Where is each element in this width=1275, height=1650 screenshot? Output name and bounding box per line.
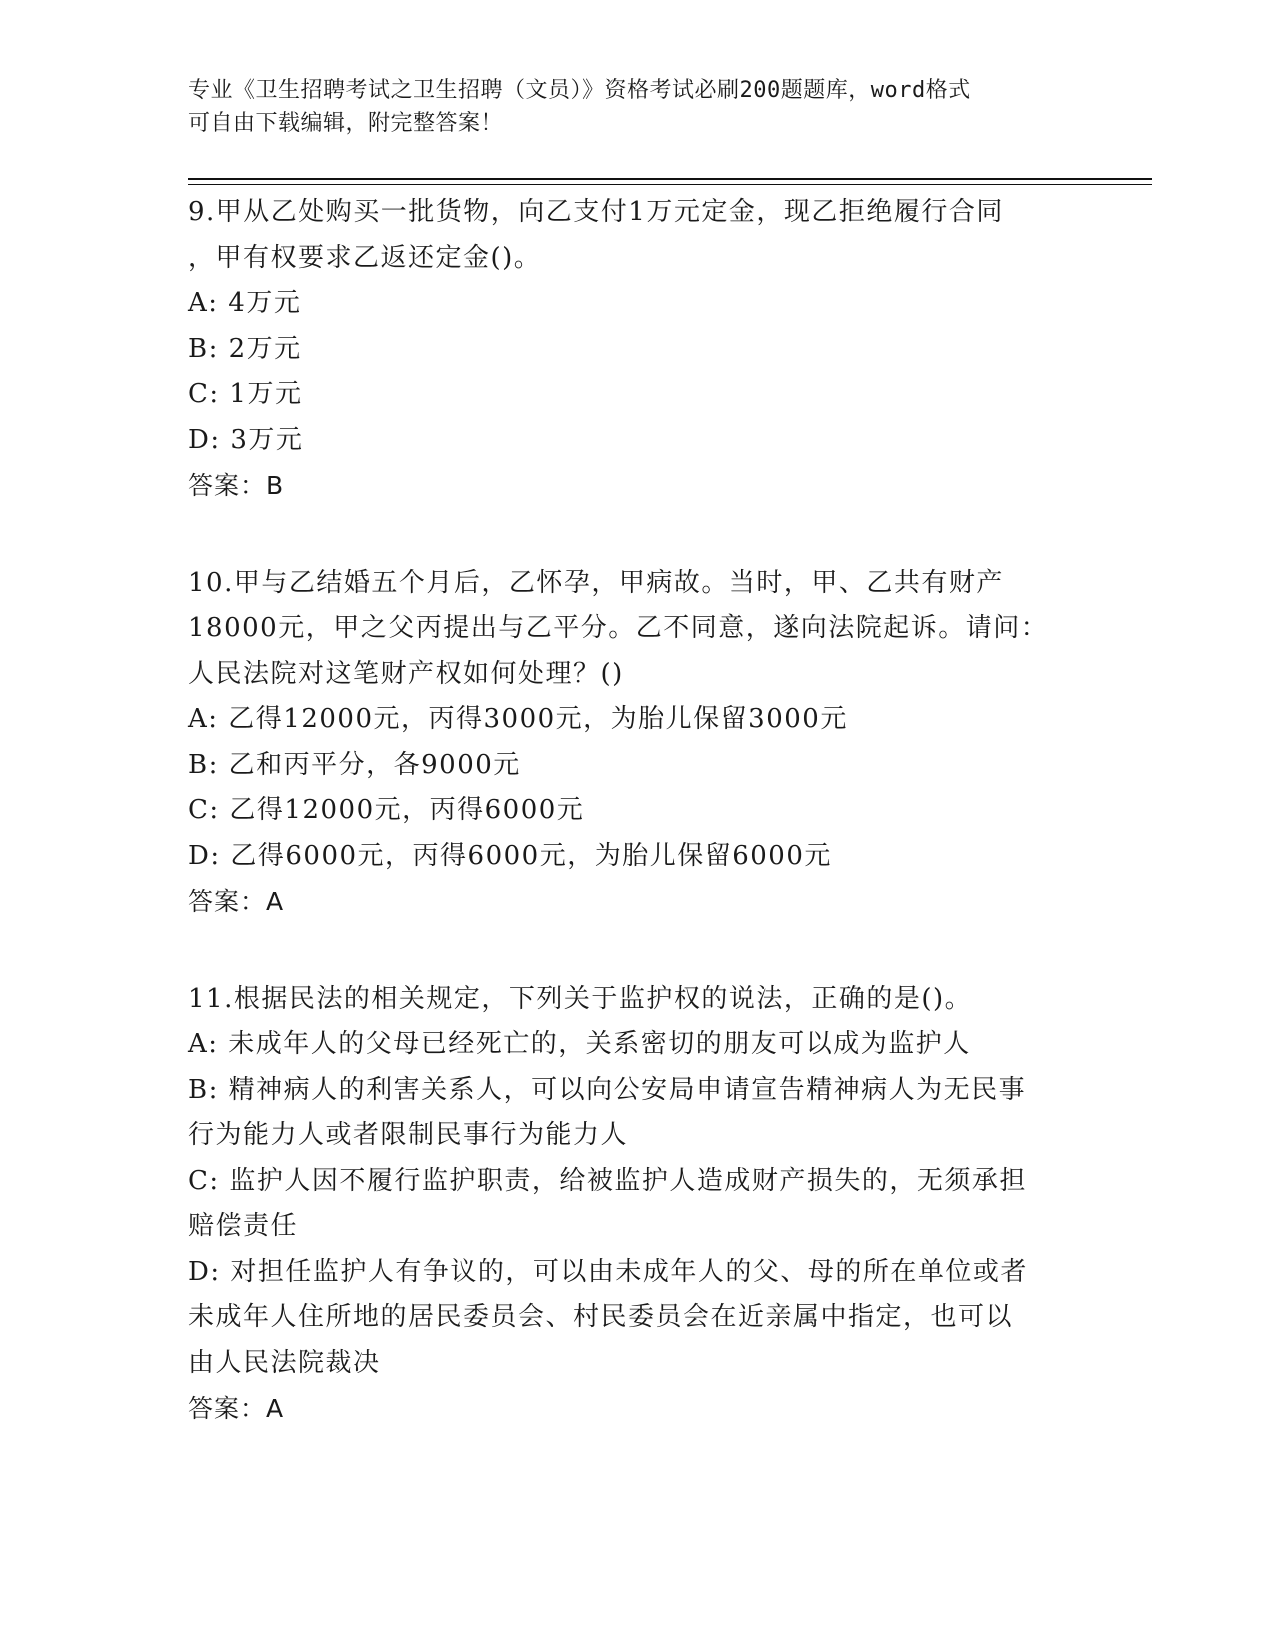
question-11: [188, 977, 1078, 1432]
header-line-1: 专业《卫生招聘考试之卫生招聘（文员）》资格考试必刷200题题库，word格式: [188, 78, 971, 103]
option-d-continued: 未成年人住所地的居民委员会、村民委员会在近亲属中指定，也可以: [188, 1302, 1014, 1332]
answer-label: 答案：A: [188, 1394, 285, 1423]
option-d: D: 乙得6000元，丙得6000元，为胎儿保留6000元: [188, 840, 832, 871]
question-stem: 11.根据民法的相关规定，下列关于监护权的说法，正确的是()。: [188, 983, 973, 1014]
question-9: [188, 190, 1078, 509]
option-b: B: 2万元: [188, 333, 302, 364]
option-b: B: 精神病人的利害关系人，可以向公安局申请宣告精神病人为无民事: [188, 1074, 1027, 1105]
option-c: C: 1万元: [188, 379, 303, 409]
option-a: A: 未成年人的父母已经死亡的，关系密切的朋友可以成为监护人: [188, 1029, 971, 1059]
option-a: A: 4万元: [188, 288, 302, 318]
option-b: B: 乙和丙平分，各9000元: [188, 749, 521, 780]
option-b-continued: 行为能力人或者限制民事行为能力人: [188, 1120, 629, 1150]
header-divider-thick: [188, 178, 1152, 180]
header-line-2: 可自由下载编辑，附完整答案！: [188, 111, 504, 136]
answer-label: 答案：A: [188, 887, 285, 916]
question-stem: 人民法院对这笔财产权如何处理？(): [188, 658, 624, 689]
document-header: [188, 74, 1068, 140]
option-d: D: 3万元: [188, 424, 304, 455]
question-10: [188, 561, 1078, 925]
question-stem: 10.甲与乙结婚五个月后，乙怀孕，甲病故。当时，甲、乙共有财产: [188, 567, 1004, 598]
option-c: C: 乙得12000元，丙得6000元: [188, 795, 585, 825]
option-c: C: 监护人因不履行监护职责，给被监护人造成财产损失的，无须承担: [188, 1165, 1027, 1196]
question-list: [188, 190, 1078, 1484]
question-stem: 9.甲从乙处购买一批货物，向乙支付1万元定金，现乙拒绝履行合同: [188, 197, 1004, 227]
question-stem: ，甲有权要求乙返还定金()。: [188, 242, 542, 273]
option-c-continued: 赔偿责任: [188, 1211, 299, 1241]
option-a: A: 乙得12000元，丙得3000元，为胎儿保留3000元: [188, 704, 848, 734]
answer-label: 答案：B: [188, 471, 285, 500]
option-d: D: 对担任监护人有争议的，可以由未成年人的父、母的所在单位或者: [188, 1256, 1028, 1287]
question-stem: 18000元，甲之父丙提出与乙平分。乙不同意，遂向法院起诉。请问：: [188, 613, 1049, 643]
option-d-continued: 由人民法院裁决: [188, 1347, 381, 1378]
header-divider-thin: [188, 184, 1152, 185]
